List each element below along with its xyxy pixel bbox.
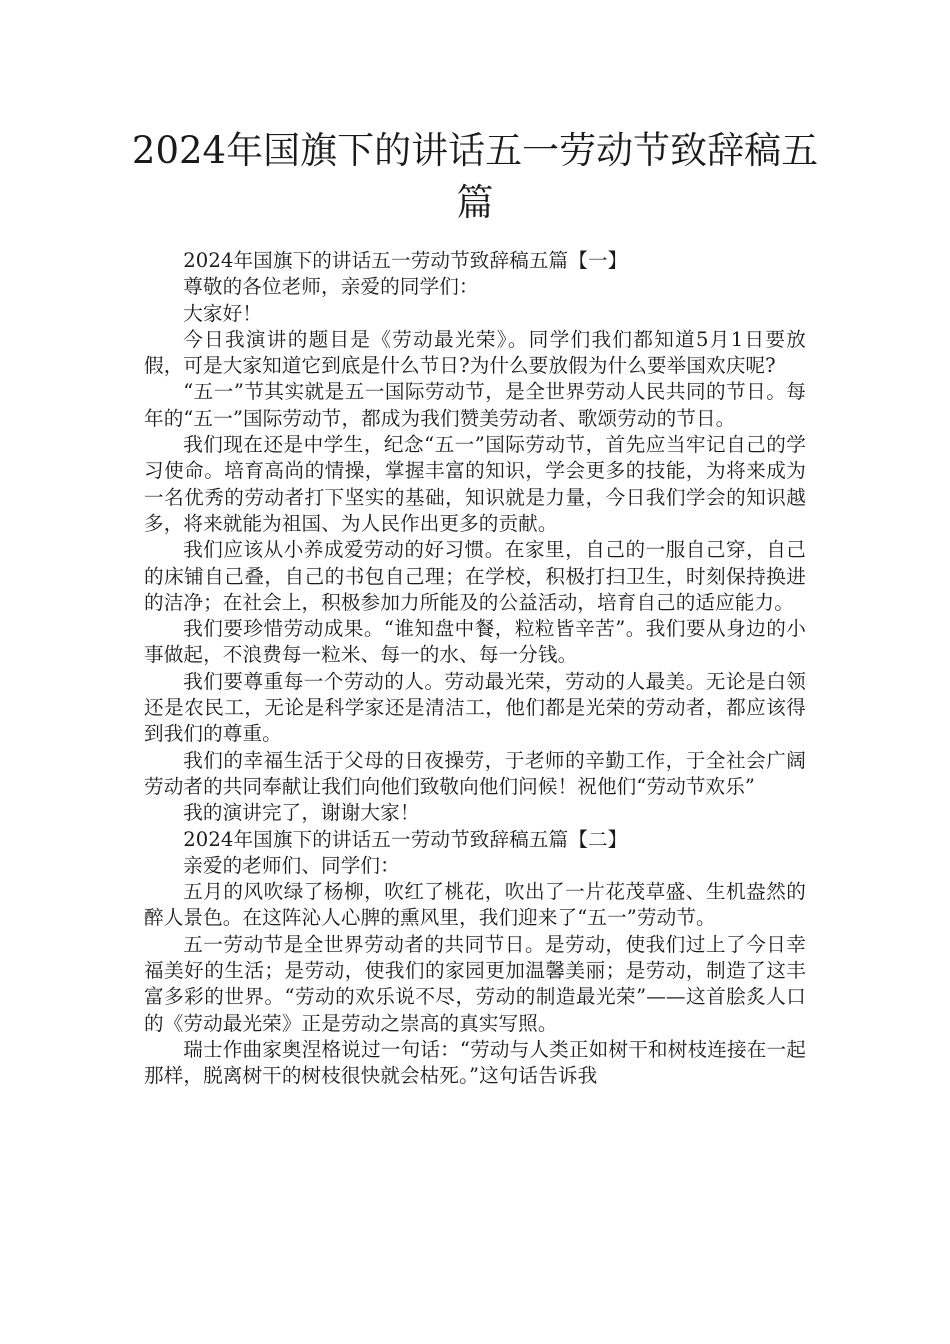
- paragraph: 大家好！: [183, 301, 262, 325]
- document-title: 2024年国旗下的讲话五一劳动节致辞稿五篇: [131, 129, 819, 224]
- paragraph: “五一”节其实就是五一国际劳动节，是全世界劳动人民共同的节日。每年的“五一”国际劳动节，都成为我们赞美劳动者、歌颂劳动的节日。: [144, 380, 806, 430]
- paragraph: 我们应该从小养成爱劳动的好习惯。在家里，自己的一服自己穿，自己的床铺自己叠，自己的书包自己理；在学校，积极打扫卫生，时刻保持换进的洁净；在社会上，积极参加力所能及的公益活动，培育自己的适应能力。: [144, 538, 806, 614]
- paragraph: 2024年国旗下的讲话五一劳动节致辞稿五篇【一】: [183, 249, 628, 272]
- paragraph: 瑞士作曲家奥涅格说过一句话：“劳动与人类正如树干和树枝连接在一起那样，脱离树干的树枝很快就会枯死。”这句话告诉我: [144, 1037, 806, 1088]
- paragraph: 今日我演讲的题目是《劳动最光荣》。同学们我们都知道5月1日要放假，可是大家知道它到底是什么节日?为什么要放假为什么要举国欢庆呢?: [144, 327, 806, 378]
- paragraph: 我们的幸福生活于父母的日夜操劳，于老师的辛勤工作，于全社会广阔劳动者的共同奉献让我们向他们致敬向他们问候！祝他们“劳动节欢乐”: [144, 748, 806, 798]
- paragraph: 亲爱的老师们、同学们：: [183, 853, 400, 877]
- paragraph: 五一劳动节是全世界劳动者的共同节日。是劳动，使我们过上了今日幸福美好的生活；是劳动，使我们的家园更加温馨美丽；是劳动，制造了这丰富多彩的世界。“劳动的欢乐说不尽，劳动的制造最光荣”——这首脍炙人口的《劳动最光荣》正是劳动之崇高的真实写照。: [144, 932, 806, 1035]
- paragraph: 我的演讲完了，谢谢大家！: [183, 801, 420, 825]
- paragraph: 我们要珍惜劳动成果。“谁知盘中餐，粒粒皆辛苦”。我们要从身边的小事做起，不浪费每一粒米、每一的水、每一分钱。: [144, 617, 806, 667]
- paragraph: 2024年国旗下的讲话五一劳动节致辞稿五篇【二】: [183, 827, 628, 851]
- paragraph: 我们现在还是中学生，纪念“五一”国际劳动节，首先应当牢记自己的学习使命。培育高尚的情操，掌握丰富的知识，学会更多的技能，为将来成为一名优秀的劳动者打下坚实的基础，知识就是力量，今日我们学会的知识越多，将来就能为祖国、为人民作出更多的贡献。: [144, 433, 806, 535]
- paragraph: 我们要尊重每一个劳动的人。劳动最光荣，劳动的人最美。无论是白领还是农民工，无论是科学家还是清洁工，他们都是光荣的劳动者，都应该得到我们的尊重。: [144, 669, 806, 746]
- paragraph: 五月的风吹绿了杨柳，吹红了桃花，吹出了一片花茂草盛、生机盎然的醉人景色。在这阵沁人心脾的熏风里，我们迎来了“五一”劳动节。: [144, 880, 806, 930]
- document-body: [144, 248, 806, 1090]
- paragraph: 尊敬的各位老师，亲爱的同学们：: [183, 275, 479, 299]
